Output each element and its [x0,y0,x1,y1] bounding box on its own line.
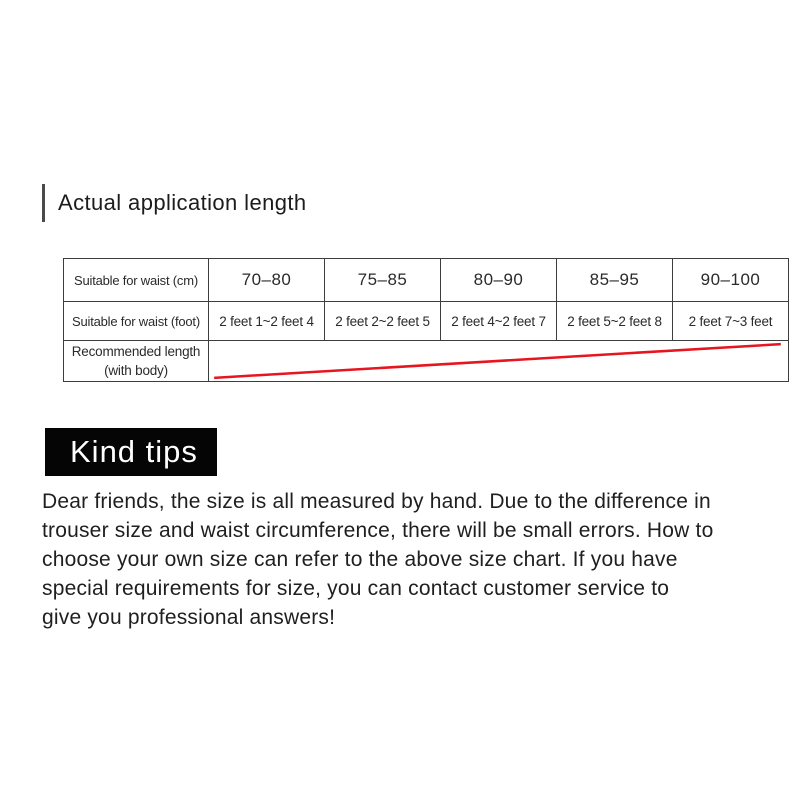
recommended-length-cell [209,341,789,382]
section-heading [42,184,307,222]
row-header-waist-cm: Suitable for waist (cm) [64,259,209,302]
red-trend-line [214,344,781,378]
kind-tips-label: Kind tips [70,434,198,469]
cell-waist-foot: 2 feet 1~2 feet 4 [209,302,325,341]
red-trend-line-canvas [211,341,786,381]
cell-waist-cm: 85–95 [557,259,673,302]
row-header-line1: Recommended length [71,344,201,359]
cell-waist-foot: 2 feet 7~3 feet [673,302,789,341]
tips-line: trouser size and waist circumference, there will be small errors. How to [42,519,714,542]
page-title: Actual application length [58,190,307,215]
row-header-recommended-length [64,341,209,382]
cell-waist-foot: 2 feet 4~2 feet 7 [441,302,557,341]
table-row-waist-cm [64,259,789,302]
kind-tips-banner [45,428,217,476]
table-row-waist-foot [64,302,789,341]
size-table [63,258,789,382]
cell-waist-cm: 80–90 [441,259,557,302]
cell-waist-foot: 2 feet 5~2 feet 8 [557,302,673,341]
cell-waist-cm: 75–85 [325,259,441,302]
row-header-waist-foot: Suitable for waist (foot) [64,302,209,341]
tips-paragraph [42,487,782,632]
heading-accent-bar [42,184,45,222]
row-header-line2: (with body) [104,363,168,378]
cell-waist-cm: 90–100 [673,259,789,302]
tips-line: Dear friends, the size is all measured by hand. Due to the difference in [42,490,711,513]
table-row-recommended-length [64,341,789,382]
tips-line: special requirements for size, you can contact customer service to [42,577,670,600]
tips-line: choose your own size can refer to the above size chart. If you have [42,548,678,571]
cell-waist-cm: 70–80 [209,259,325,302]
tips-line: give you professional answers! [42,606,336,629]
cell-waist-foot: 2 feet 2~2 feet 5 [325,302,441,341]
